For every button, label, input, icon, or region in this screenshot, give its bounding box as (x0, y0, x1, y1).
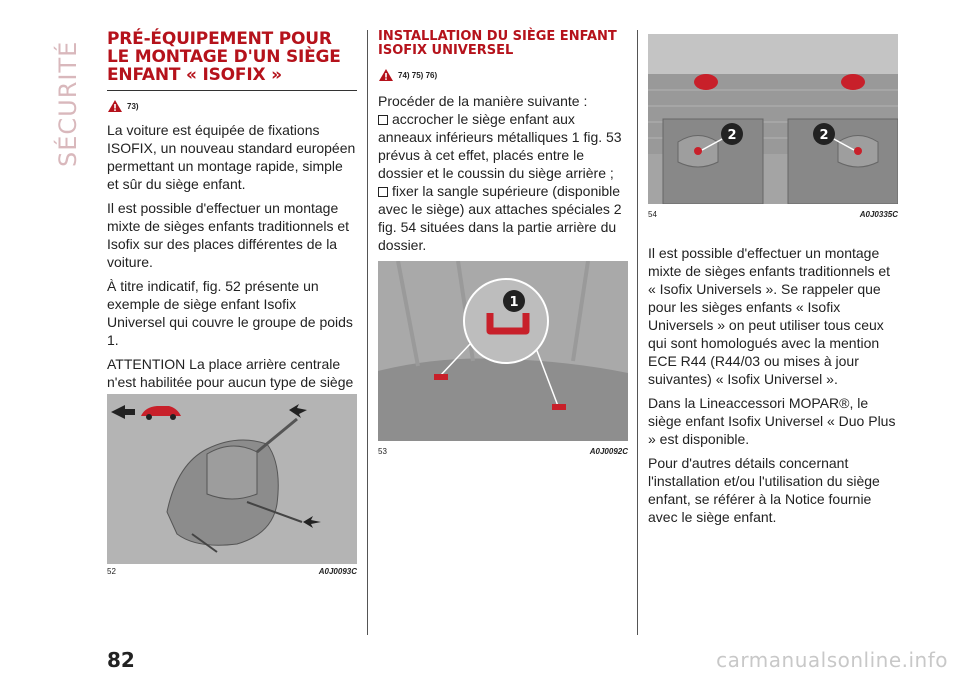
checkbox-bullet-icon (378, 187, 388, 197)
paragraph: Dans la Lineaccessori MOPAR®, le siège enfant Isofix Universel « Duo Plus » est disponible. (648, 395, 896, 447)
figure-caption (648, 210, 898, 219)
warning-reference (107, 99, 357, 113)
warning-reference (378, 68, 628, 82)
figure-53-seat-anchors (378, 261, 628, 441)
warning-icon (378, 68, 394, 82)
figure-52-child-seat (107, 394, 357, 564)
list-item: accrocher le siège enfant aux anneaux inférieurs métalliques 1 fig. 53 prévus à cet effet, placés entre le dossier et le coussin du siège arrière ; (378, 111, 622, 181)
figure-54-top-tether-attachments (648, 34, 898, 204)
figure-number: 53 (378, 447, 387, 456)
warning-ref-text: 74) 75) 76) (398, 70, 438, 80)
isofix-child-seat-illustration (107, 394, 357, 564)
figure-number: 54 (648, 210, 657, 219)
paragraph: Procéder de la manière suivante : (378, 93, 588, 109)
watermark: carmanualsonline.info (716, 648, 948, 672)
figure-caption (378, 447, 628, 456)
section-label: SÉCURITÉ (54, 40, 82, 168)
figure-code: A0J0093C (318, 567, 357, 576)
column-1 (107, 30, 357, 409)
checkbox-bullet-icon (378, 115, 388, 125)
page-number: 82 (107, 648, 135, 672)
paragraph: La voiture est équipée de fixations ISOFIX, un nouveau standard européen permettant un montage rapide, simple et sûr du siège enfant. (107, 122, 356, 192)
paragraph: À titre indicatif, fig. 52 présente un exemple de siège enfant Isofix Universel qui couvre le groupe de poids 1. (107, 278, 353, 348)
list-item: fixer la sangle supérieure (disponible avec le siège) aux attaches spéciales 2 fig. 54 situées dans la partie arrière du dossier. (378, 183, 622, 253)
paragraph: ATTENTION La place arrière centrale n'est habilitée pour aucun type de siège (107, 356, 354, 390)
callout-number: 1 (509, 295, 519, 310)
figure-code: A0J0092C (589, 447, 628, 456)
figure-number: 52 (107, 567, 116, 576)
callout-number: 2 (819, 128, 829, 143)
column-divider (367, 30, 368, 635)
paragraph: Il est possible d'effectuer un montage mixte de sièges enfants traditionnels et Isofix sur des places différentes de la voiture. (107, 200, 350, 270)
column-divider (637, 30, 638, 635)
figure-code: A0J0335C (859, 210, 898, 219)
figure-caption (107, 567, 357, 576)
column-3 (648, 238, 898, 526)
column-2 (378, 30, 628, 254)
callout-number: 2 (727, 128, 737, 143)
seat-anchor-illustration (378, 261, 628, 441)
warning-icon (107, 99, 123, 113)
section-title-isofix-installation: INSTALLATION DU SIÈGE ENFANT ISOFIX UNIVERSEL (378, 29, 617, 58)
warning-ref-text: 73) (127, 101, 139, 111)
paragraph: Il est possible d'effectuer un montage mixte de sièges enfants traditionnels et « Isofix Universels ». Se rappeler que pour les sièges enfants « Isofix Universels » on peut utiliser tous ceux qui sont homologués avec la mention ECE R44 (R44/03 ou mises à jour suivantes) « Isofix Universel ». (648, 245, 891, 387)
paragraph: Pour d'autres détails concernant l'installation et/ou l'utilisation du siège enfant, se référer à la Notice fournie avec le siège enfant. (648, 455, 880, 525)
section-title-isofix-preequipment: PRÉ-ÉQUIPEMENT POUR LE MONTAGE D'UN SIÈGE ENFANT « ISOFIX » (107, 30, 357, 91)
tether-attachment-illustration (648, 34, 898, 204)
